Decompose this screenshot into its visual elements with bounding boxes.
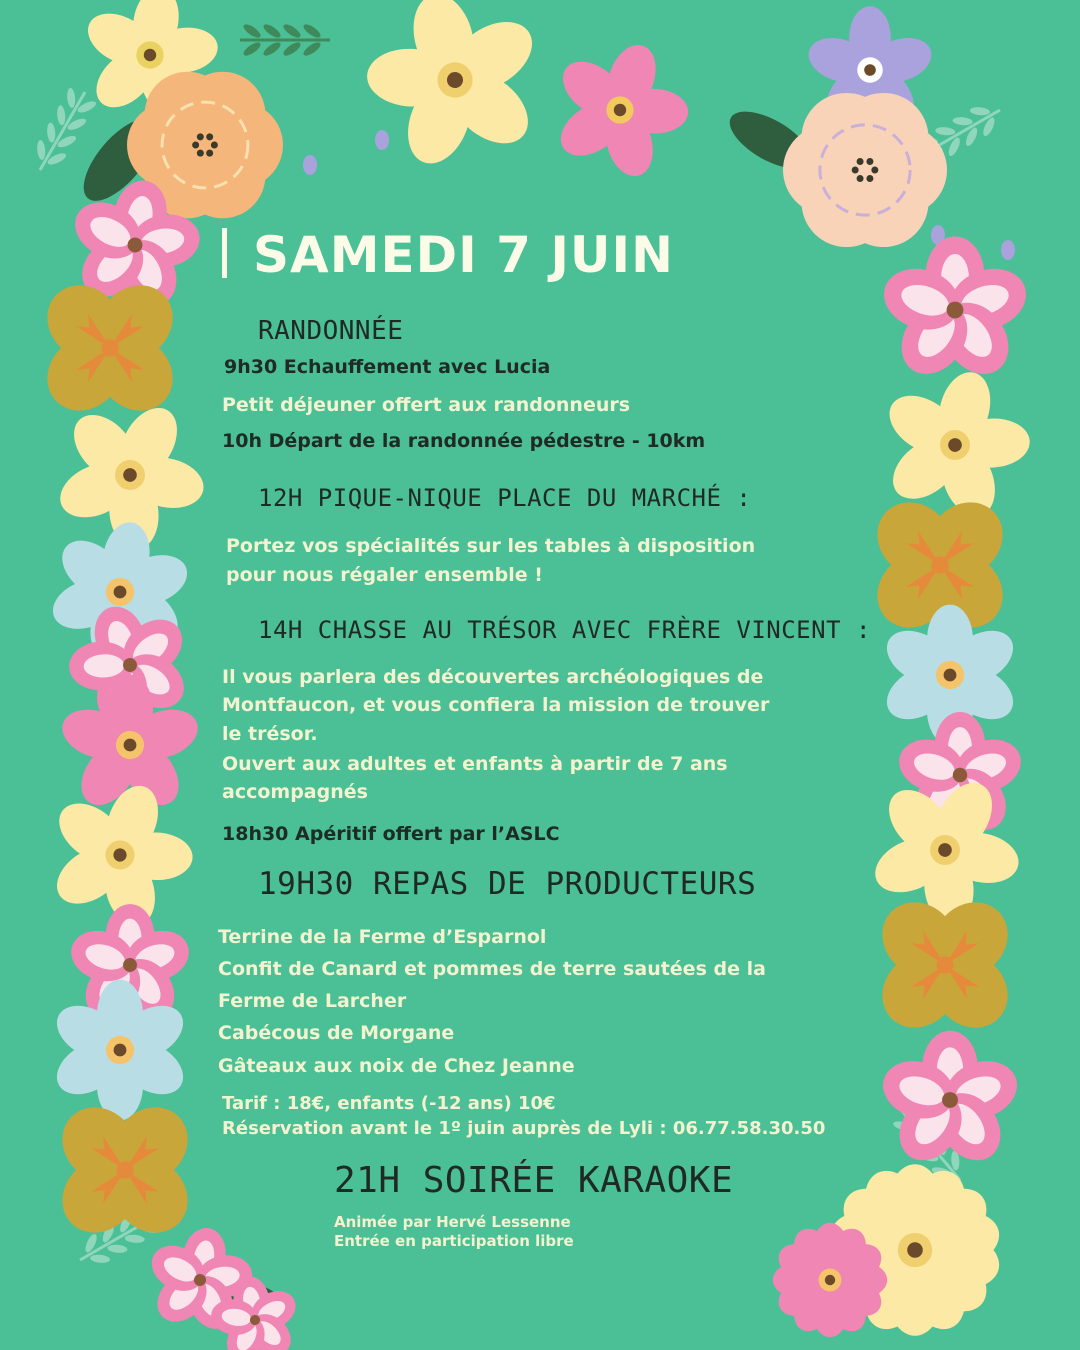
reservation-line: Réservation avant le 1º juin auprès de Lyli : 06.77.58.30.50 [222,1118,826,1139]
karaoke-line-2: Entrée en participation libre [334,1232,574,1250]
repas-heading: 19H30 REPAS DE PRODUCTEURS [258,866,757,902]
star-flower-icon [529,21,711,198]
leaf-sprig-icon [24,83,100,179]
chasse-heading: 14H CHASSE AU TRÉSOR AVEC FRÈRE VINCENT : [258,616,871,644]
menu-item-2: Confit de Canard et pommes de terre sautées de la [218,958,766,980]
randonnee-heading: RANDONNÉE [258,316,404,346]
randonnee-line-2: Petit déjeuner offert aux randonneurs [222,394,631,416]
bud-icon [375,130,389,150]
aperitif-line: 18h30 Apéritif offert par l’ASLC [222,823,560,845]
chasse-line-1: Il vous parlera des découvertes archéologiques de [222,666,764,688]
chasse-line-4: Ouvert aux adultes et enfants à partir de 7 ans [222,753,728,775]
menu-item-4: Cabécous de Morgane [218,1022,455,1044]
title-bar [222,228,227,278]
bud-icon [1001,240,1015,260]
chasse-line-2: Montfaucon, et vous confiera la mission de trouver [222,694,770,716]
piquenique-heading: 12H PIQUE-NIQUE PLACE DU MARCHÉ : [258,484,752,512]
piquenique-line-1: Portez vos spécialités sur les tables à disposition [226,535,756,557]
randonnee-line-3: 10h Départ de la randonnée pédestre - 10km [222,430,706,452]
rose-icon [783,93,947,247]
karaoke-heading: 21H SOIRÉE KARAOKE [334,1160,734,1201]
chasse-line-5: accompagnés [222,781,368,803]
bud-icon [303,155,317,175]
chasse-line-3: le trésor. [222,723,318,745]
tarif-line: Tarif : 18€, enfants (-12 ans) 10€ [222,1093,556,1114]
randonnee-line-1: 9h30 Echauffement avec Lucia [224,356,551,378]
piquenique-line-2: pour nous régaler ensemble ! [226,564,543,586]
star-flower-icon [343,0,567,189]
karaoke-line-1: Animée par Hervé Lessenne [334,1213,571,1231]
page-title: SAMEDI 7 JUIN [222,226,674,284]
menu-item-3: Ferme de Larcher [218,990,407,1012]
menu-item-5: Gâteaux aux noix de Chez Jeanne [218,1055,575,1077]
leaf-sprig-icon [240,22,330,58]
blossom-icon [876,1031,1025,1173]
menu-item-1: Terrine de la Ferme d’Esparnol [218,926,547,948]
